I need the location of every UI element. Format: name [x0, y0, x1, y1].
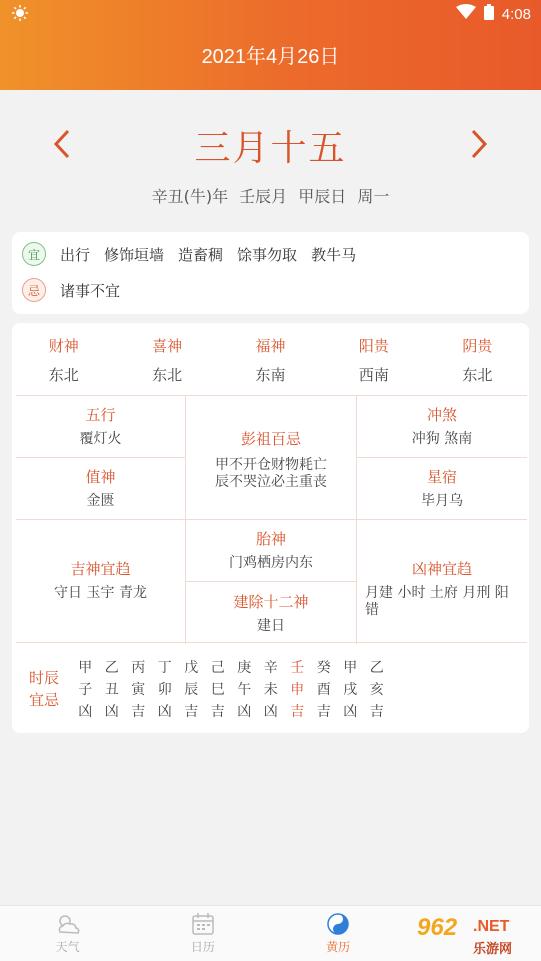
shichen-label-line: 时辰: [28, 669, 59, 687]
god-xishen: [115, 335, 218, 385]
cell-text: 辰不哭泣必主重丧: [215, 474, 327, 490]
almanac-grid: [16, 395, 527, 643]
xiongshen-cell: [357, 558, 527, 619]
god-name: 阳贵: [358, 337, 389, 355]
grid-divider: [357, 457, 527, 458]
ganzhi-line: [0, 184, 541, 207]
shichen-zhi: 亥: [369, 682, 384, 698]
shichen-gan: 庚: [237, 660, 252, 676]
god-direction: 东北: [152, 366, 183, 384]
almanac-card: [12, 323, 529, 733]
god-direction: 东北: [48, 366, 79, 384]
shichen-luck: 吉: [316, 704, 331, 720]
ganzhi-month: 壬辰月: [239, 187, 288, 206]
shichen-luck: 吉: [290, 704, 305, 720]
shichen-column: [364, 657, 391, 723]
shichen-column: [125, 657, 152, 723]
yi-item: 修饰垣墙: [104, 245, 165, 264]
shichen-zhi: 卯: [157, 682, 172, 698]
shichen-zhi: 未: [263, 682, 278, 698]
page-title[interactable]: 2021年4月26日: [201, 46, 340, 68]
ji-items: [60, 280, 134, 301]
chevron-right-icon: [469, 128, 489, 160]
grid-divider: [16, 457, 185, 458]
shichen-luck: 吉: [369, 704, 384, 720]
shichen-zhi: 丑: [104, 682, 119, 698]
cell-text: 金匮: [86, 493, 115, 509]
watermark-logo: [409, 912, 535, 958]
shichen-luck: 凶: [157, 704, 172, 720]
god-name: 福神: [255, 337, 286, 355]
shichen-section: [24, 657, 524, 721]
brightness-icon: [12, 5, 28, 21]
shichen-luck: 吉: [210, 704, 225, 720]
shichen-gan: 丁: [157, 660, 172, 676]
shichen-gan: 戊: [184, 660, 199, 676]
shichen-luck: 凶: [78, 704, 93, 720]
shichen-column: [178, 657, 205, 723]
yi-badge: 宜: [22, 242, 46, 266]
watermark-net: .NET: [473, 918, 510, 935]
grid-divider: [186, 581, 356, 582]
grid-divider: [16, 519, 527, 520]
shichen-zhi: 巳: [210, 682, 225, 698]
shichen-zhi: 戌: [343, 682, 358, 698]
yi-items: [60, 244, 370, 265]
watermark-number: 962: [417, 914, 458, 941]
shichen-luck: 凶: [237, 704, 252, 720]
tab-label: 黄历: [326, 940, 351, 954]
ji-item: 诸事不宜: [60, 281, 121, 300]
next-day-button[interactable]: [459, 118, 499, 170]
lunar-date-nav: [0, 118, 541, 178]
cell-text: 甲不开仓财物耗亡: [215, 457, 327, 473]
cell-text: 建日: [257, 618, 285, 634]
shichen-gan: 乙: [104, 660, 119, 676]
cell-text: 门鸡栖房内东: [229, 555, 313, 571]
god-caishen: [12, 335, 115, 385]
shichen-column: [152, 657, 179, 723]
shichen-column: [311, 657, 338, 723]
ji-badge: 忌: [22, 278, 46, 302]
tab-label: 日历: [190, 940, 215, 954]
ji-row: [22, 278, 134, 302]
cell-title: 星宿: [426, 468, 457, 486]
weekday: 周一: [357, 187, 390, 206]
shichen-gan: 乙: [369, 660, 384, 676]
yinyang-icon: [326, 912, 350, 936]
status-time: 4:08: [501, 5, 531, 23]
cell-text: 毕月乌: [421, 493, 463, 509]
shichen-gan: 己: [210, 660, 225, 676]
pengzu-cell: [186, 428, 356, 491]
gods-directions: [12, 335, 529, 385]
shichen-zhi: 辰: [184, 682, 199, 698]
shichen-luck: 凶: [104, 704, 119, 720]
ganzhi-day: 甲辰日: [298, 187, 347, 206]
shichen-luck: 凶: [343, 704, 358, 720]
weather-icon: [54, 912, 82, 936]
yi-item: 造畜稠: [178, 245, 224, 264]
shichen-gan: 壬: [290, 660, 305, 676]
cell-title: 值神: [85, 468, 116, 486]
god-name: 阴贵: [462, 337, 493, 355]
cell-title: 胎神: [255, 530, 286, 548]
yiji-card: [12, 232, 529, 314]
god-name: 财神: [48, 337, 79, 355]
taishen-cell: [186, 528, 356, 572]
shichen-gan: 丙: [131, 660, 146, 676]
tab-weather[interactable]: [0, 906, 135, 961]
wuxing-cell: [16, 404, 185, 448]
cell-text: 冲狗 煞南: [411, 431, 473, 447]
cell-title: 五行: [85, 406, 116, 424]
shichen-column: [205, 657, 232, 723]
lunar-day: 三月十五: [194, 128, 347, 169]
shichen-column: [258, 657, 285, 723]
yi-item: 教牛马: [311, 245, 357, 264]
tab-calendar[interactable]: [135, 906, 270, 961]
shichen-zhi: 寅: [131, 682, 146, 698]
calendar-icon: [191, 912, 215, 936]
shichen-columns: [72, 657, 390, 723]
shichen-luck: 凶: [263, 704, 278, 720]
jianchu-cell: [186, 591, 356, 635]
cell-title: 建除十二神: [233, 593, 309, 611]
chongsha-cell: [357, 404, 527, 448]
shichen-label: [26, 667, 62, 711]
cell-text: 守日 玉宇 青龙: [54, 585, 147, 601]
god-direction: 东南: [255, 366, 286, 384]
god-yingui: [426, 335, 529, 385]
app-header: [0, 0, 541, 90]
wifi-icon: [456, 4, 476, 24]
ganzhi-year: 辛丑(牛)年: [151, 187, 229, 206]
status-bar: [0, 0, 541, 28]
cell-title: 彭祖百忌: [240, 430, 301, 448]
watermark-cn: 乐游网: [473, 942, 513, 957]
god-yanggui: [322, 335, 425, 385]
shichen-gan: 甲: [343, 660, 358, 676]
tab-almanac[interactable]: [271, 906, 406, 961]
god-name: 喜神: [152, 337, 183, 355]
xingxiu-cell: [357, 466, 527, 510]
shichen-zhi: 子: [78, 682, 93, 698]
yi-item: 出行: [60, 245, 91, 264]
shichen-zhi: 酉: [316, 682, 331, 698]
god-direction: 西南: [358, 366, 389, 384]
shichen-column: [99, 657, 126, 723]
shichen-luck: 吉: [131, 704, 146, 720]
yi-row: [22, 242, 370, 266]
yi-item: 馀事勿取: [237, 245, 298, 264]
god-fushen: [219, 335, 322, 385]
battery-icon: [484, 4, 494, 24]
shichen-zhi: 申: [290, 682, 305, 698]
shichen-column: [337, 657, 364, 723]
shichen-column: [231, 657, 258, 723]
cell-title: 冲煞: [426, 406, 457, 424]
shichen-gan: 甲: [78, 660, 93, 676]
cell-text: 覆灯火: [79, 431, 122, 447]
cell-title: 凶神宜趋: [411, 560, 472, 578]
jishen-cell: [16, 558, 185, 602]
shichen-column: [72, 657, 99, 723]
shichen-gan: 癸: [316, 660, 331, 676]
god-direction: 东北: [462, 366, 493, 384]
shichen-zhi: 午: [237, 682, 252, 698]
shichen-label-line: 宜忌: [28, 691, 59, 709]
tab-label: 天气: [55, 940, 80, 954]
shichen-luck: 吉: [184, 704, 199, 720]
shichen-gan: 辛: [263, 660, 278, 676]
cell-text: 月建 小时 土府 月刑 阳错: [365, 585, 509, 618]
zhishen-cell: [16, 466, 185, 510]
shichen-column: [284, 657, 311, 723]
cell-title: 吉神宜趋: [70, 560, 131, 578]
